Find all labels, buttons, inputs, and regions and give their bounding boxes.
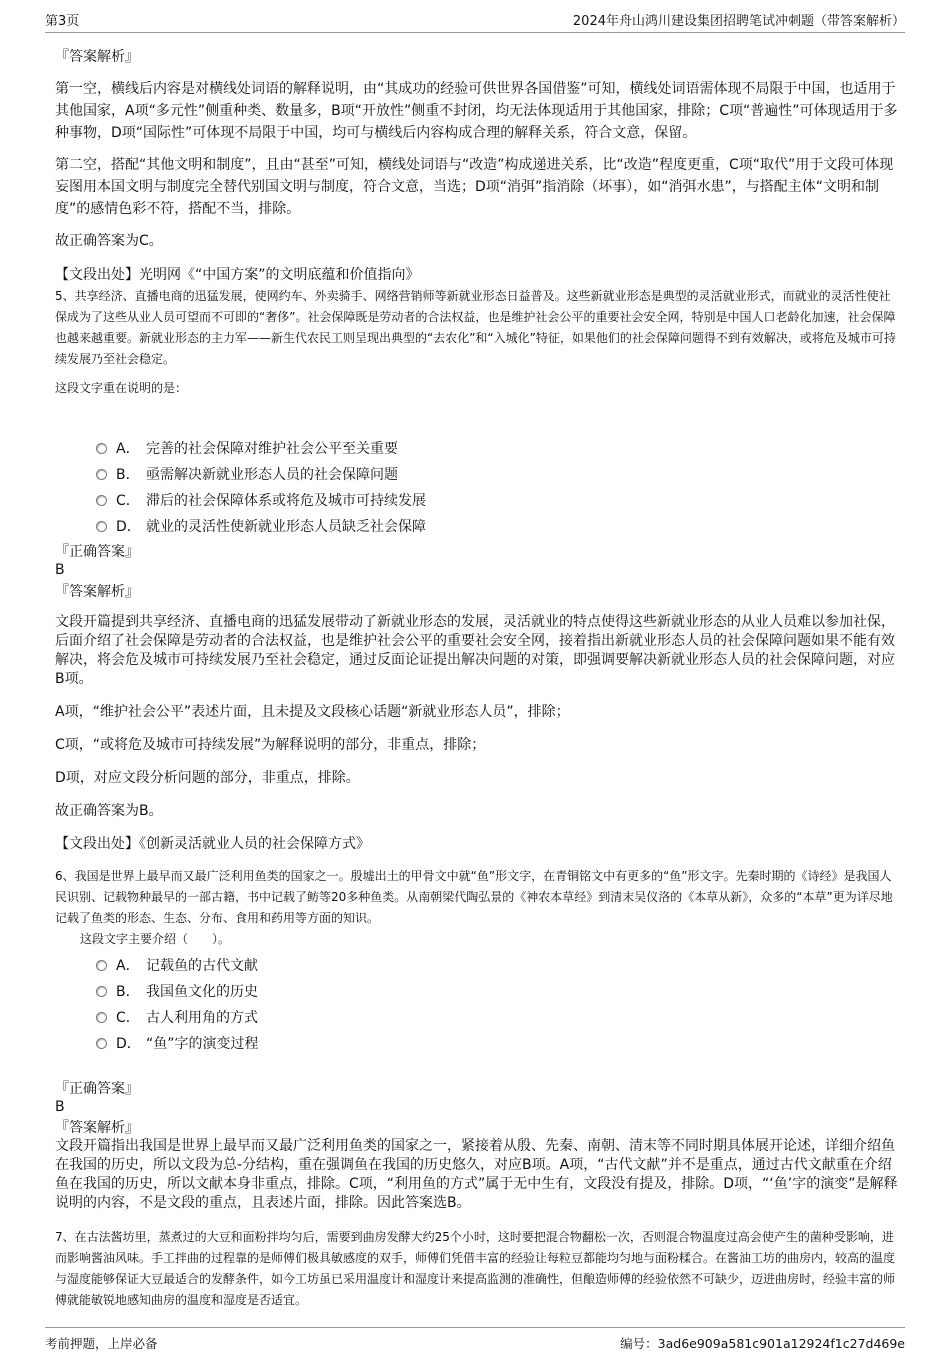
answer-label: 『正确答案』 [55, 544, 139, 560]
question-6-options [96, 952, 900, 1056]
option-c[interactable]: C． 滞后的社会保障体系或将危及城市可持续发展 [96, 487, 900, 513]
question-5-prompt: 这段文字重在说明的是： [55, 381, 188, 395]
option-a[interactable]: A． 完善的社会保障对维护社会公平至关重要 [96, 435, 900, 461]
option-a[interactable]: A． 记载鱼的古代文献 [96, 952, 900, 978]
conclusion: 故正确答案为C。 [55, 233, 163, 249]
option-d[interactable]: D． 就业的灵活性使新就业形态人员缺乏社会保障 [96, 513, 900, 539]
footer-slogan: 考前押题，上岸必备 [45, 1336, 158, 1351]
radio-icon[interactable] [96, 521, 107, 532]
radio-icon[interactable] [96, 1012, 107, 1023]
source: 【文段出处】《创新灵活就业人员的社会保障方式》 [55, 836, 370, 852]
analysis-option-d: D项，对应文段分析问题的部分，非重点，排除。 [55, 770, 360, 786]
answer-label: 『正确答案』 [55, 1081, 139, 1097]
radio-icon[interactable] [96, 443, 107, 454]
radio-icon[interactable] [96, 495, 107, 506]
question-7-text: 7、在古法酱坊里，蒸煮过的大豆和面粉拌均匀后，需要到曲房发酵大约25个小时，这时要把混合物翻松一次，否则混合物温度过高会使产生的菌种受影响，进而影响酱油风味。手工拌曲的过程靠的是师傅们极具敏感度的双手，师傅们凭借丰富的经验让每粒豆都能均匀地与面粉糅合。在酱油工坊的曲房内，较高的温度与湿度能够保证大豆最适合的发酵条件，如今工坊虽已采用温度计和湿度计来提高监测的准确性，但酿造师傅的经验依然不可缺少，迈进曲房时，经验丰富的师傅就能敏锐地感知曲房的温度和湿度是否适宜。 [55, 1230, 896, 1307]
analysis-option-c: C项，“或将危及城市可持续发展”为解释说明的部分，非重点，排除； [55, 737, 486, 753]
analysis-option-a: A项，“维护社会公平”表述片面，且未提及文段核心话题“新就业形态人员”，排除； [55, 704, 570, 720]
page-header [45, 0, 905, 33]
question-5-text: 5、共享经济、直播电商的迅猛发展，使网约车、外卖骑手、网络营销师等新就业形态日益普及。这些新就业形态是典型的灵活就业形式，而就业的灵活性使社保成为了这些从业人员可望而不可即的“奢侈”。社会保障既是劳动者的合法权益，也是维护社会公平的重要社会安全网，特别是中国人口老龄化加速，社会保障也越来越重要。新就业形态的主力军——新生代农民工则呈现出典型的“去农化”和“入城化”特征，如果他们的社会保障问题得不到有效解决，或将危及城市可持续发展乃至社会稳定。 [55, 289, 896, 366]
analysis-label: 『答案解析』 [55, 1120, 139, 1136]
radio-icon[interactable] [96, 986, 107, 997]
question-6-prompt: 这段文字主要介绍（ ）。 [80, 932, 231, 946]
page-number: 第3页 [45, 14, 80, 29]
source: 【文段出处】光明网《“中国方案”的文明底蕴和价值指向》 [55, 267, 420, 283]
analysis-paragraph: 文段开篇指出我国是世界上最早而又最广泛利用鱼类的国家之一，紧接着从殷、先秦、南朝、清末等不同时期具体展开论述，详细介绍鱼在我国的历史，所以文段为总-分结构，重在强调鱼在我国的历史悠久，对应B项。A项，“古代文献”并不是重点，通过古代文献重在介绍鱼在我国的历史，所以文献本身非重点，排除。C项，“利用鱼的方式”属于无中生有，文段没有提及，排除。D项，“‘鱼’字的演变”是解释说明的内容，不是文段的重点，且表述片面，排除。因此答案选B。 [55, 1138, 898, 1211]
conclusion: 故正确答案为B。 [55, 803, 163, 819]
analysis-label: 『答案解析』 [55, 49, 139, 65]
radio-icon[interactable] [96, 960, 107, 971]
page-footer [45, 1327, 905, 1366]
radio-icon[interactable] [96, 1038, 107, 1049]
document-title: 2024年舟山鸿川建设集团招聘笔试冲刺题（带答案解析） [572, 14, 905, 29]
analysis-paragraph: 文段开篇提到共享经济、直播电商的迅猛发展带动了新就业形态的发展，灵活就业的特点使得这些新就业形态的从业人员难以参加社保，后面介绍了社会保障是劳动者的合法权益，也是维护社会公平的重要社会安全网，接着指出新就业形态人员的社会保障问题如果不能有效解决，将会危及城市可持续发展乃至社会稳定，通过反面论证提出解决问题的对策，即强调要解决新就业形态人员的社会保障问题，对应B项。 [55, 614, 895, 687]
option-c[interactable]: C． 古人利用角的方式 [96, 1004, 900, 1030]
analysis-label: 『答案解析』 [55, 584, 139, 600]
analysis-paragraph: 第二空，搭配“其他文明和制度”，且由“甚至”可知，横线处词语与“改造”构成递进关系，比“改造”程度更重，C项“取代”用于文段可体现妄图用本国文明与制度完全替代别国文明与制度，符合文意，当选；D项“消弭”指消除（坏事），如“消弭水患”，与搭配主体“文明和制度”的感情色彩不符，搭配不当，排除。 [55, 157, 894, 217]
radio-icon[interactable] [96, 469, 107, 480]
document-id: 编号：3ad6e909a581c901a12924f1c27d469e [620, 1336, 905, 1351]
option-d[interactable]: D． “鱼”字的演变过程 [96, 1030, 900, 1056]
page-content [45, 33, 905, 1327]
option-b[interactable]: B． 亟需解决新就业形态人员的社会保障问题 [96, 461, 900, 487]
answer: B [55, 562, 65, 578]
question-6-text: 6、我国是世界上最早而又最广泛利用鱼类的国家之一。殷墟出土的甲骨文中就“鱼”形文字，在青铜铭文中有更多的“鱼”形文字。先秦时期的《诗经》是我国人民识别、记载物种最早的一部古籍，书中记载了鲂等20多种鱼类。从南朝梁代陶弘景的《神农本草经》到清末吴仪洛的《本草从新》，众多的“本草”更为详尽地记载了鱼类的形态、生态、分布、食用和药用等方面的知识。 [55, 869, 893, 925]
question-5-options [96, 435, 900, 539]
answer: B [55, 1099, 65, 1115]
option-b[interactable]: B． 我国鱼文化的历史 [96, 978, 900, 1004]
analysis-paragraph: 第一空，横线后内容是对横线处词语的解释说明，由“其成功的经验可供世界各国借鉴”可知，横线处词语需体现不局限于中国，也适用于其他国家，A项“多元性”侧重种类、数量多，B项“开放性”侧重不封闭，均无法体现适用于其他国家，排除；C项“普遍性”可体现适用于多种事物，D项“国际性”可体现不局限于中国，均可与横线后内容构成合理的解释关系，符合文意，保留。 [55, 81, 898, 141]
